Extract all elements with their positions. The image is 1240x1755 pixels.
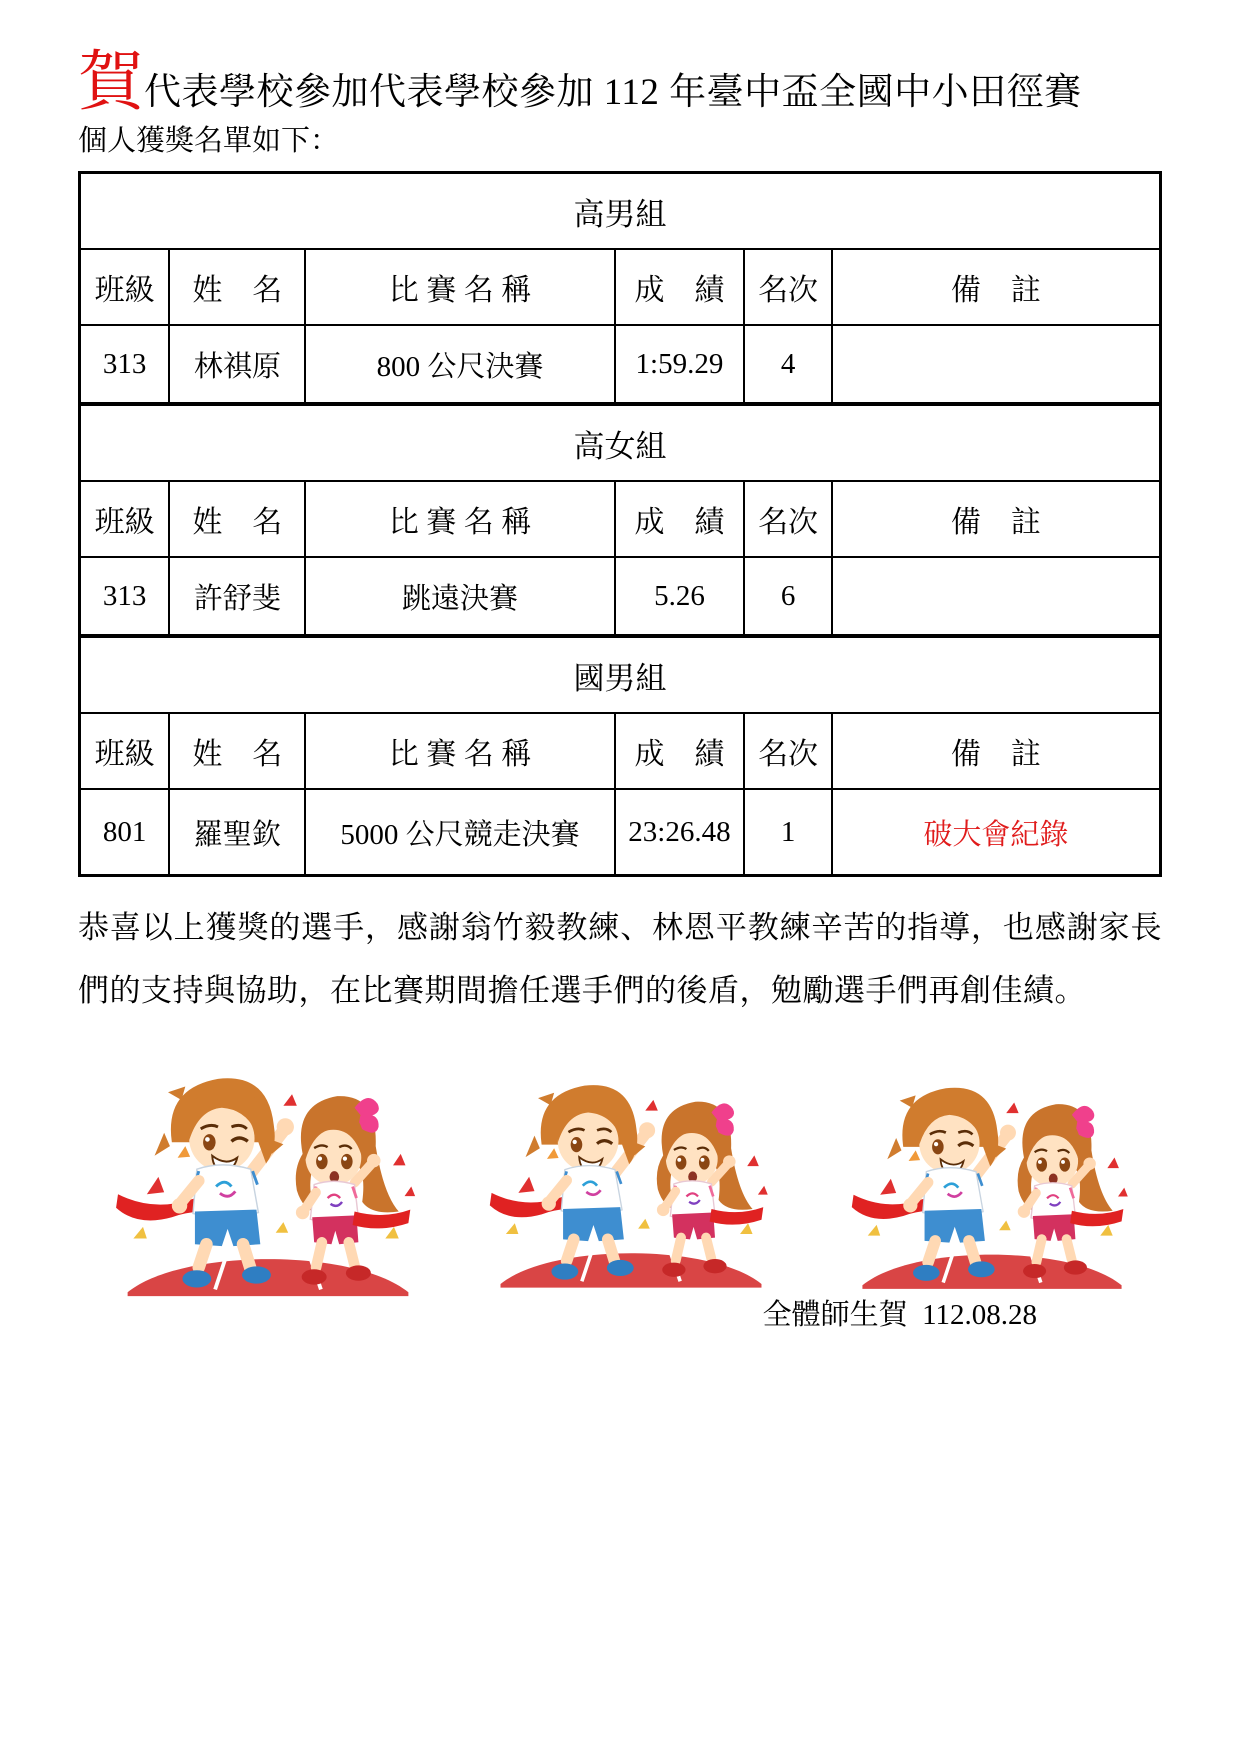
column-header-name: 姓 名 [169, 481, 305, 557]
group-header: 高女組 [80, 404, 1161, 481]
finish-line-runners-image [488, 1050, 774, 1300]
table-row [80, 481, 1161, 557]
table-row [80, 249, 1161, 325]
cell-name: 林祺原 [169, 325, 305, 404]
column-header-note: 備 註 [832, 249, 1161, 325]
cell-class: 313 [80, 557, 170, 636]
column-header-event: 比 賽 名 稱 [305, 249, 614, 325]
column-header-name: 姓 名 [169, 713, 305, 789]
table-row [80, 404, 1161, 481]
column-header-class: 班級 [80, 713, 170, 789]
cell-event: 跳遠決賽 [305, 557, 614, 636]
cell-note-record-broken: 破大會紀錄 [832, 789, 1161, 876]
cell-class: 313 [80, 325, 170, 404]
signoff-line: 全體師生賀 112.08.28 [762, 1299, 1037, 1332]
subtitle: 個人獲獎名單如下： [78, 125, 340, 157]
group-header: 高男組 [80, 173, 1161, 250]
table-row [80, 636, 1161, 713]
table-row [80, 713, 1161, 789]
table-row [80, 325, 1161, 404]
cell-class: 801 [80, 789, 170, 876]
column-header-result: 成 績 [615, 713, 745, 789]
column-header-result: 成 績 [615, 249, 745, 325]
column-header-note: 備 註 [832, 713, 1161, 789]
page-title [78, 46, 1162, 119]
column-header-rank: 名次 [744, 713, 832, 789]
group-header: 國男組 [80, 636, 1161, 713]
cell-name: 許舒斐 [169, 557, 305, 636]
cell-note [832, 325, 1161, 404]
cell-result: 5.26 [615, 557, 745, 636]
cell-event: 800 公尺決賽 [305, 325, 614, 404]
column-header-class: 班級 [80, 249, 170, 325]
finish-line-runners-image [114, 1050, 422, 1300]
column-header-note: 備 註 [832, 481, 1161, 557]
cell-result: 23:26.48 [615, 789, 745, 876]
table-row [80, 789, 1161, 876]
column-header-rank: 名次 [744, 249, 832, 325]
column-header-rank: 名次 [744, 481, 832, 557]
cell-name: 羅聖欽 [169, 789, 305, 876]
cell-note [832, 557, 1161, 636]
closing-paragraph: 恭喜以上獲獎的選手，感謝翁竹毅教練、林恩平教練辛苦的指導，也感謝家長們的支持與協助，在比賽期間擔任選手們的後盾，勉勵選手們再創佳績。 [78, 910, 1162, 1008]
cell-event: 5000 公尺競走決賽 [305, 789, 614, 876]
cell-rank: 1 [744, 789, 832, 876]
cell-rank: 6 [744, 557, 832, 636]
table-row [80, 557, 1161, 636]
table-row [80, 173, 1161, 250]
column-header-event: 比 賽 名 稱 [305, 481, 614, 557]
column-header-name: 姓 名 [169, 249, 305, 325]
column-header-event: 比 賽 名 稱 [305, 713, 614, 789]
cell-result: 1:59.29 [615, 325, 745, 404]
title-text: 代表學校參加代表學校參加 112 年臺中盃全國中小田徑賽 [144, 72, 1082, 113]
cell-rank: 4 [744, 325, 832, 404]
congrats-character: 賀 [78, 46, 144, 119]
column-header-class: 班級 [80, 481, 170, 557]
awards-table [78, 171, 1162, 877]
finish-line-runners-image [850, 1054, 1134, 1300]
celebration-illustrations [78, 1050, 1162, 1300]
column-header-result: 成 績 [615, 481, 745, 557]
